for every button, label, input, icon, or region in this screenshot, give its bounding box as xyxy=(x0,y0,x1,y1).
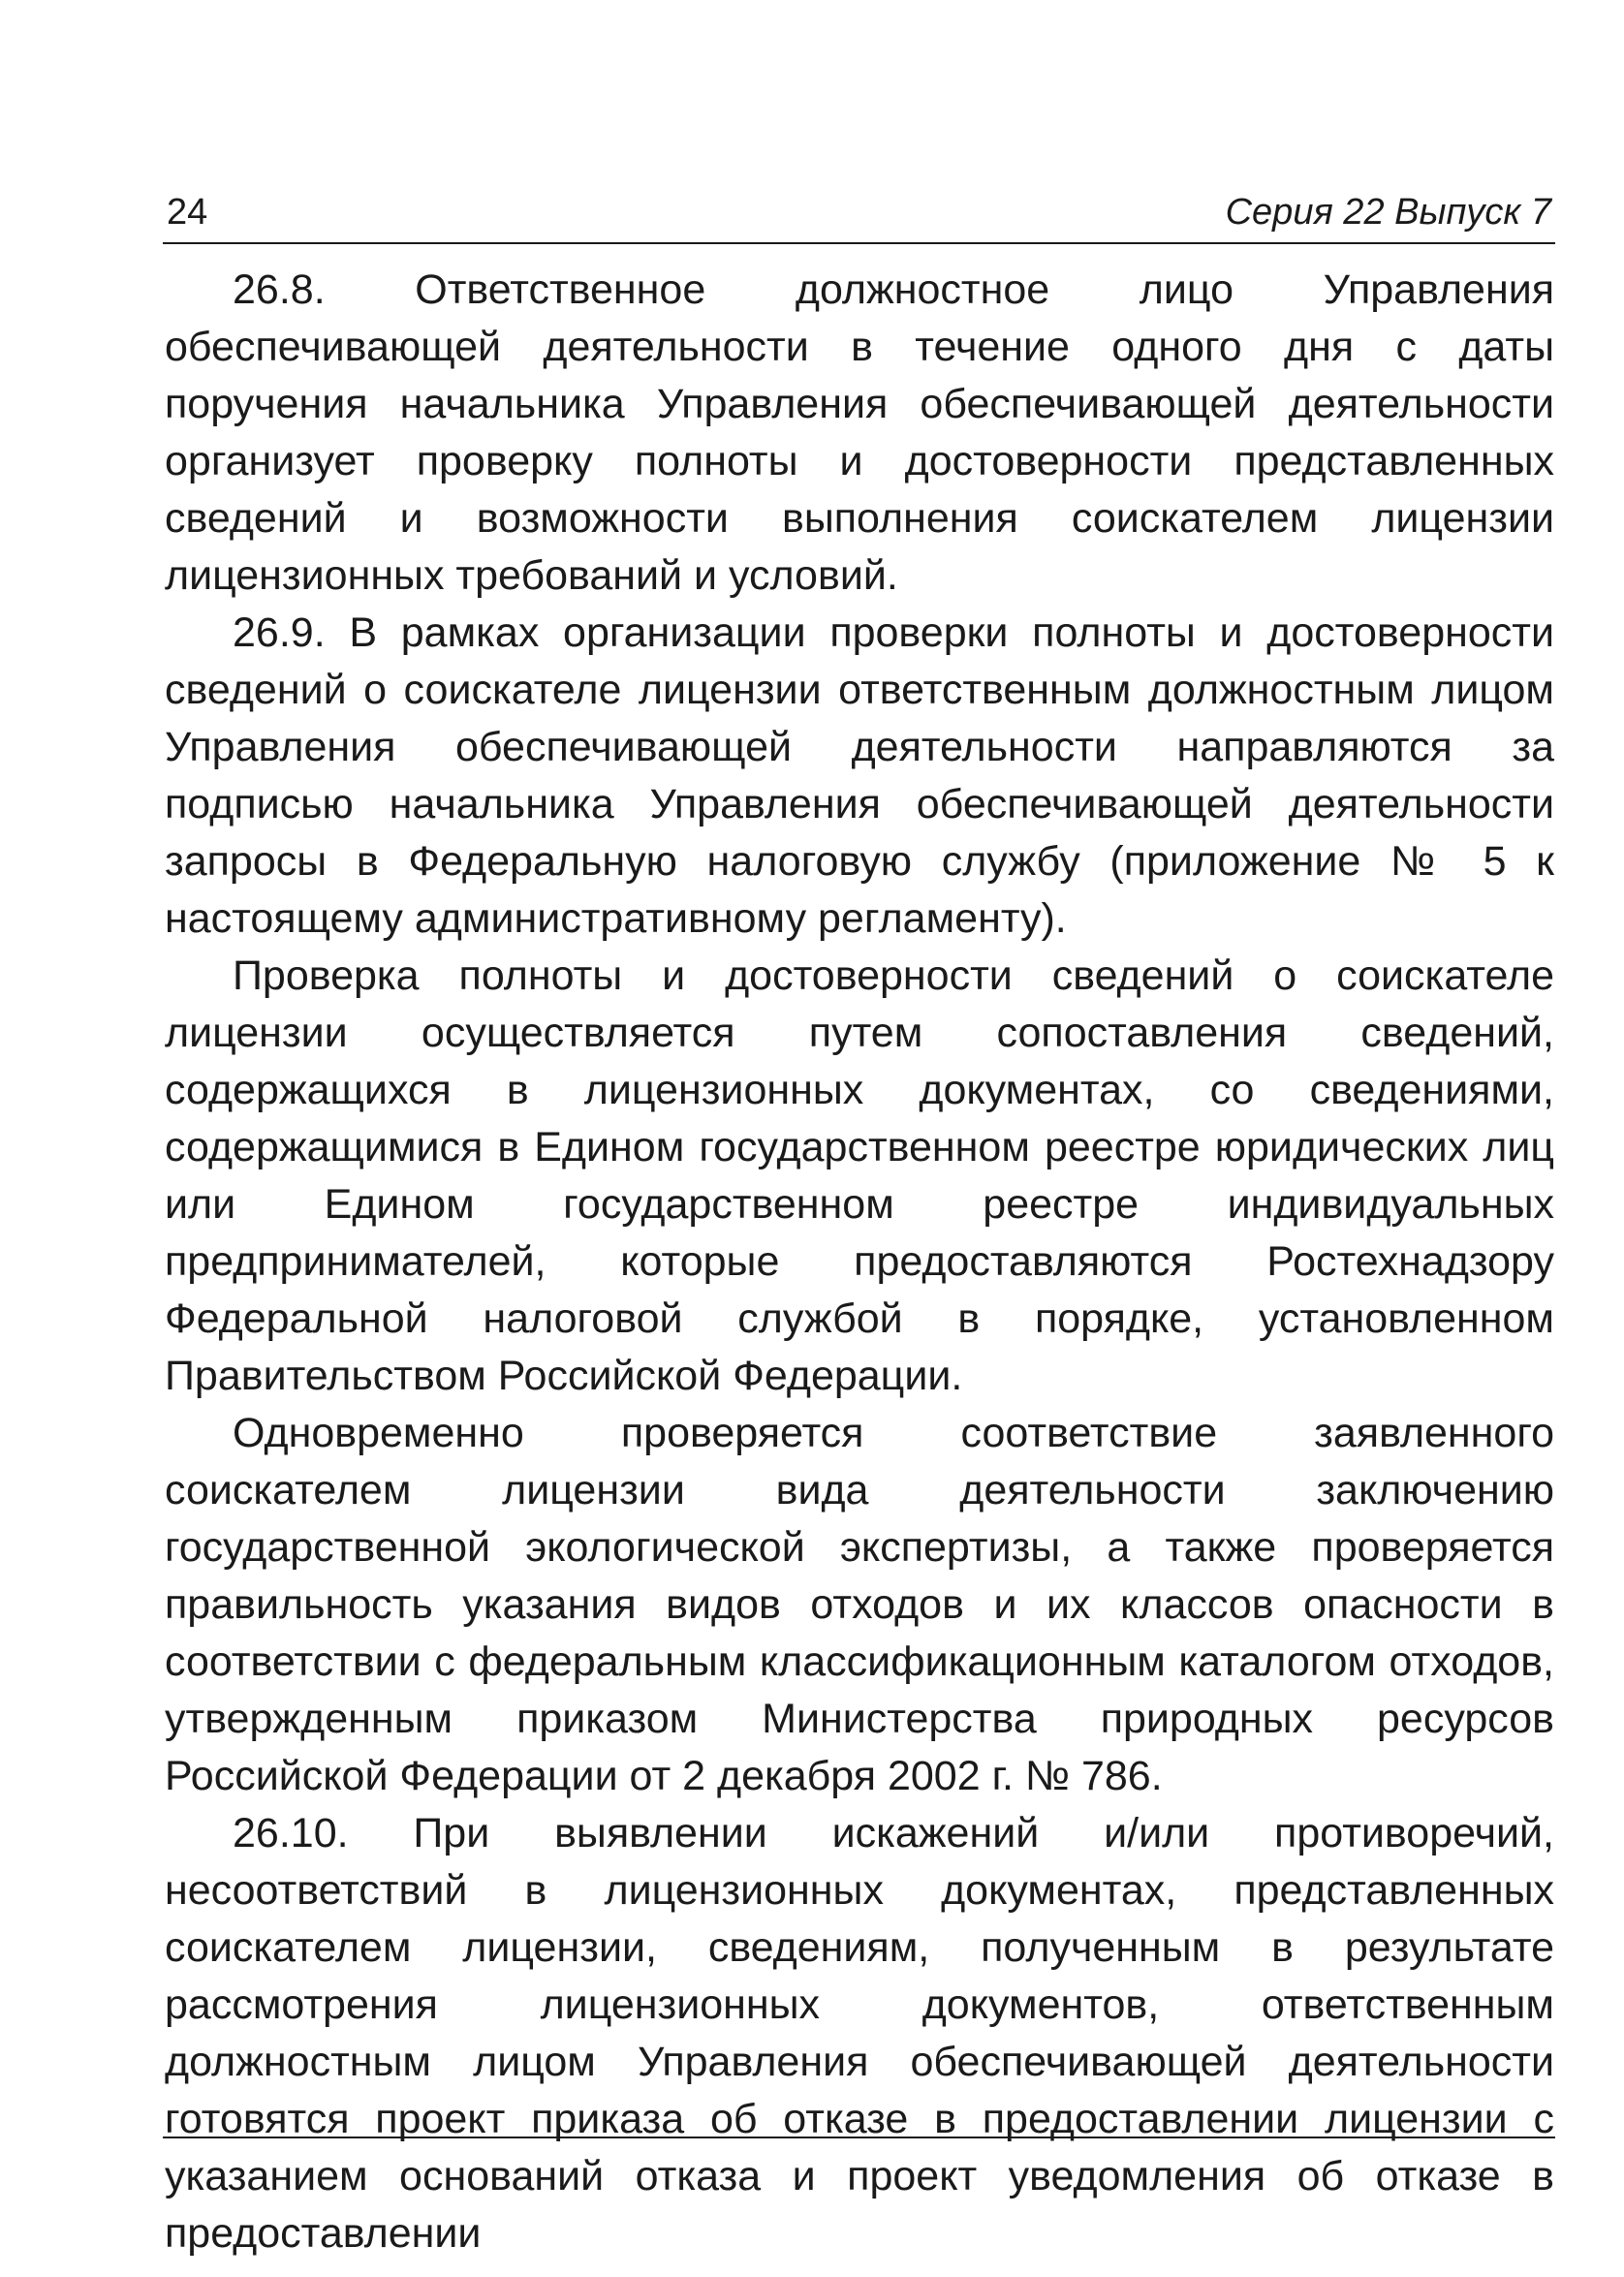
page-header xyxy=(163,186,1555,244)
body-text xyxy=(165,262,1554,2262)
paragraph-simultaneous-check: Одновременно проверяется соответствие заявленного соискателем лицензии вида деятельности заключению государственной экологической экспертизы, а также проверяется правильность указания видов отходов и их классов опасности в соответствии с федеральным классификационным каталогом отходов, утвержденным приказом Министерства природных ресурсов Российской Федерации от 2 декабря 2002 г. № 786. xyxy=(165,1410,1554,1799)
paragraph-verification: Проверка полноты и достоверности сведений о соискателе лицензии осуществляется путем сопоставления сведений, содержащихся в лицензионных документах, со сведениями, содержащимися в Едином государственном реестре юридических лиц или Едином государственном реестре индивидуальных предпринимателей, которые предоставляются Ростехнадзору Федеральной налоговой службой в порядке, установленном Правительством Российской Федерации. xyxy=(165,952,1554,1399)
page-number: 24 xyxy=(167,192,208,233)
paragraph-26-10: 26.10. При выявлении искажений и/или противоречий, несоответствий в лицензионных документах, представленных соискателем лицензии, сведениям, полученным в результате рассмотрения лицензионных документов, ответственным должностным лицом Управления обеспечивающей деятельности готовятся проект приказа об отказе в предоставлении лицензии с указанием оснований отказа и проект уведомления об отказе в предоставлении xyxy=(165,1810,1554,2257)
running-head: Серия 22 Выпуск 7 xyxy=(1225,192,1551,233)
paragraph-26-8: 26.8. Ответственное должностное лицо Управления обеспечивающей деятельности в течение одного дня с даты поручения начальника Управления обеспечивающей деятельности организует проверку полноты и достоверности представленных сведений и возможности выполнения соискателем лицензии лицензионных требований и условий. xyxy=(165,266,1554,599)
header-rule xyxy=(163,242,1555,244)
footer-rule xyxy=(163,2137,1555,2138)
paragraph-26-9: 26.9. В рамках организации проверки полноты и достоверности сведений о соискателе лицензии ответственным должностным лицом Управления обеспечивающей деятельности направляются за подписью начальника Управления обеспечивающей деятельности запросы в Федеральную налоговую службу (приложение № 5 к настоящему административному регламенту). xyxy=(165,609,1554,942)
